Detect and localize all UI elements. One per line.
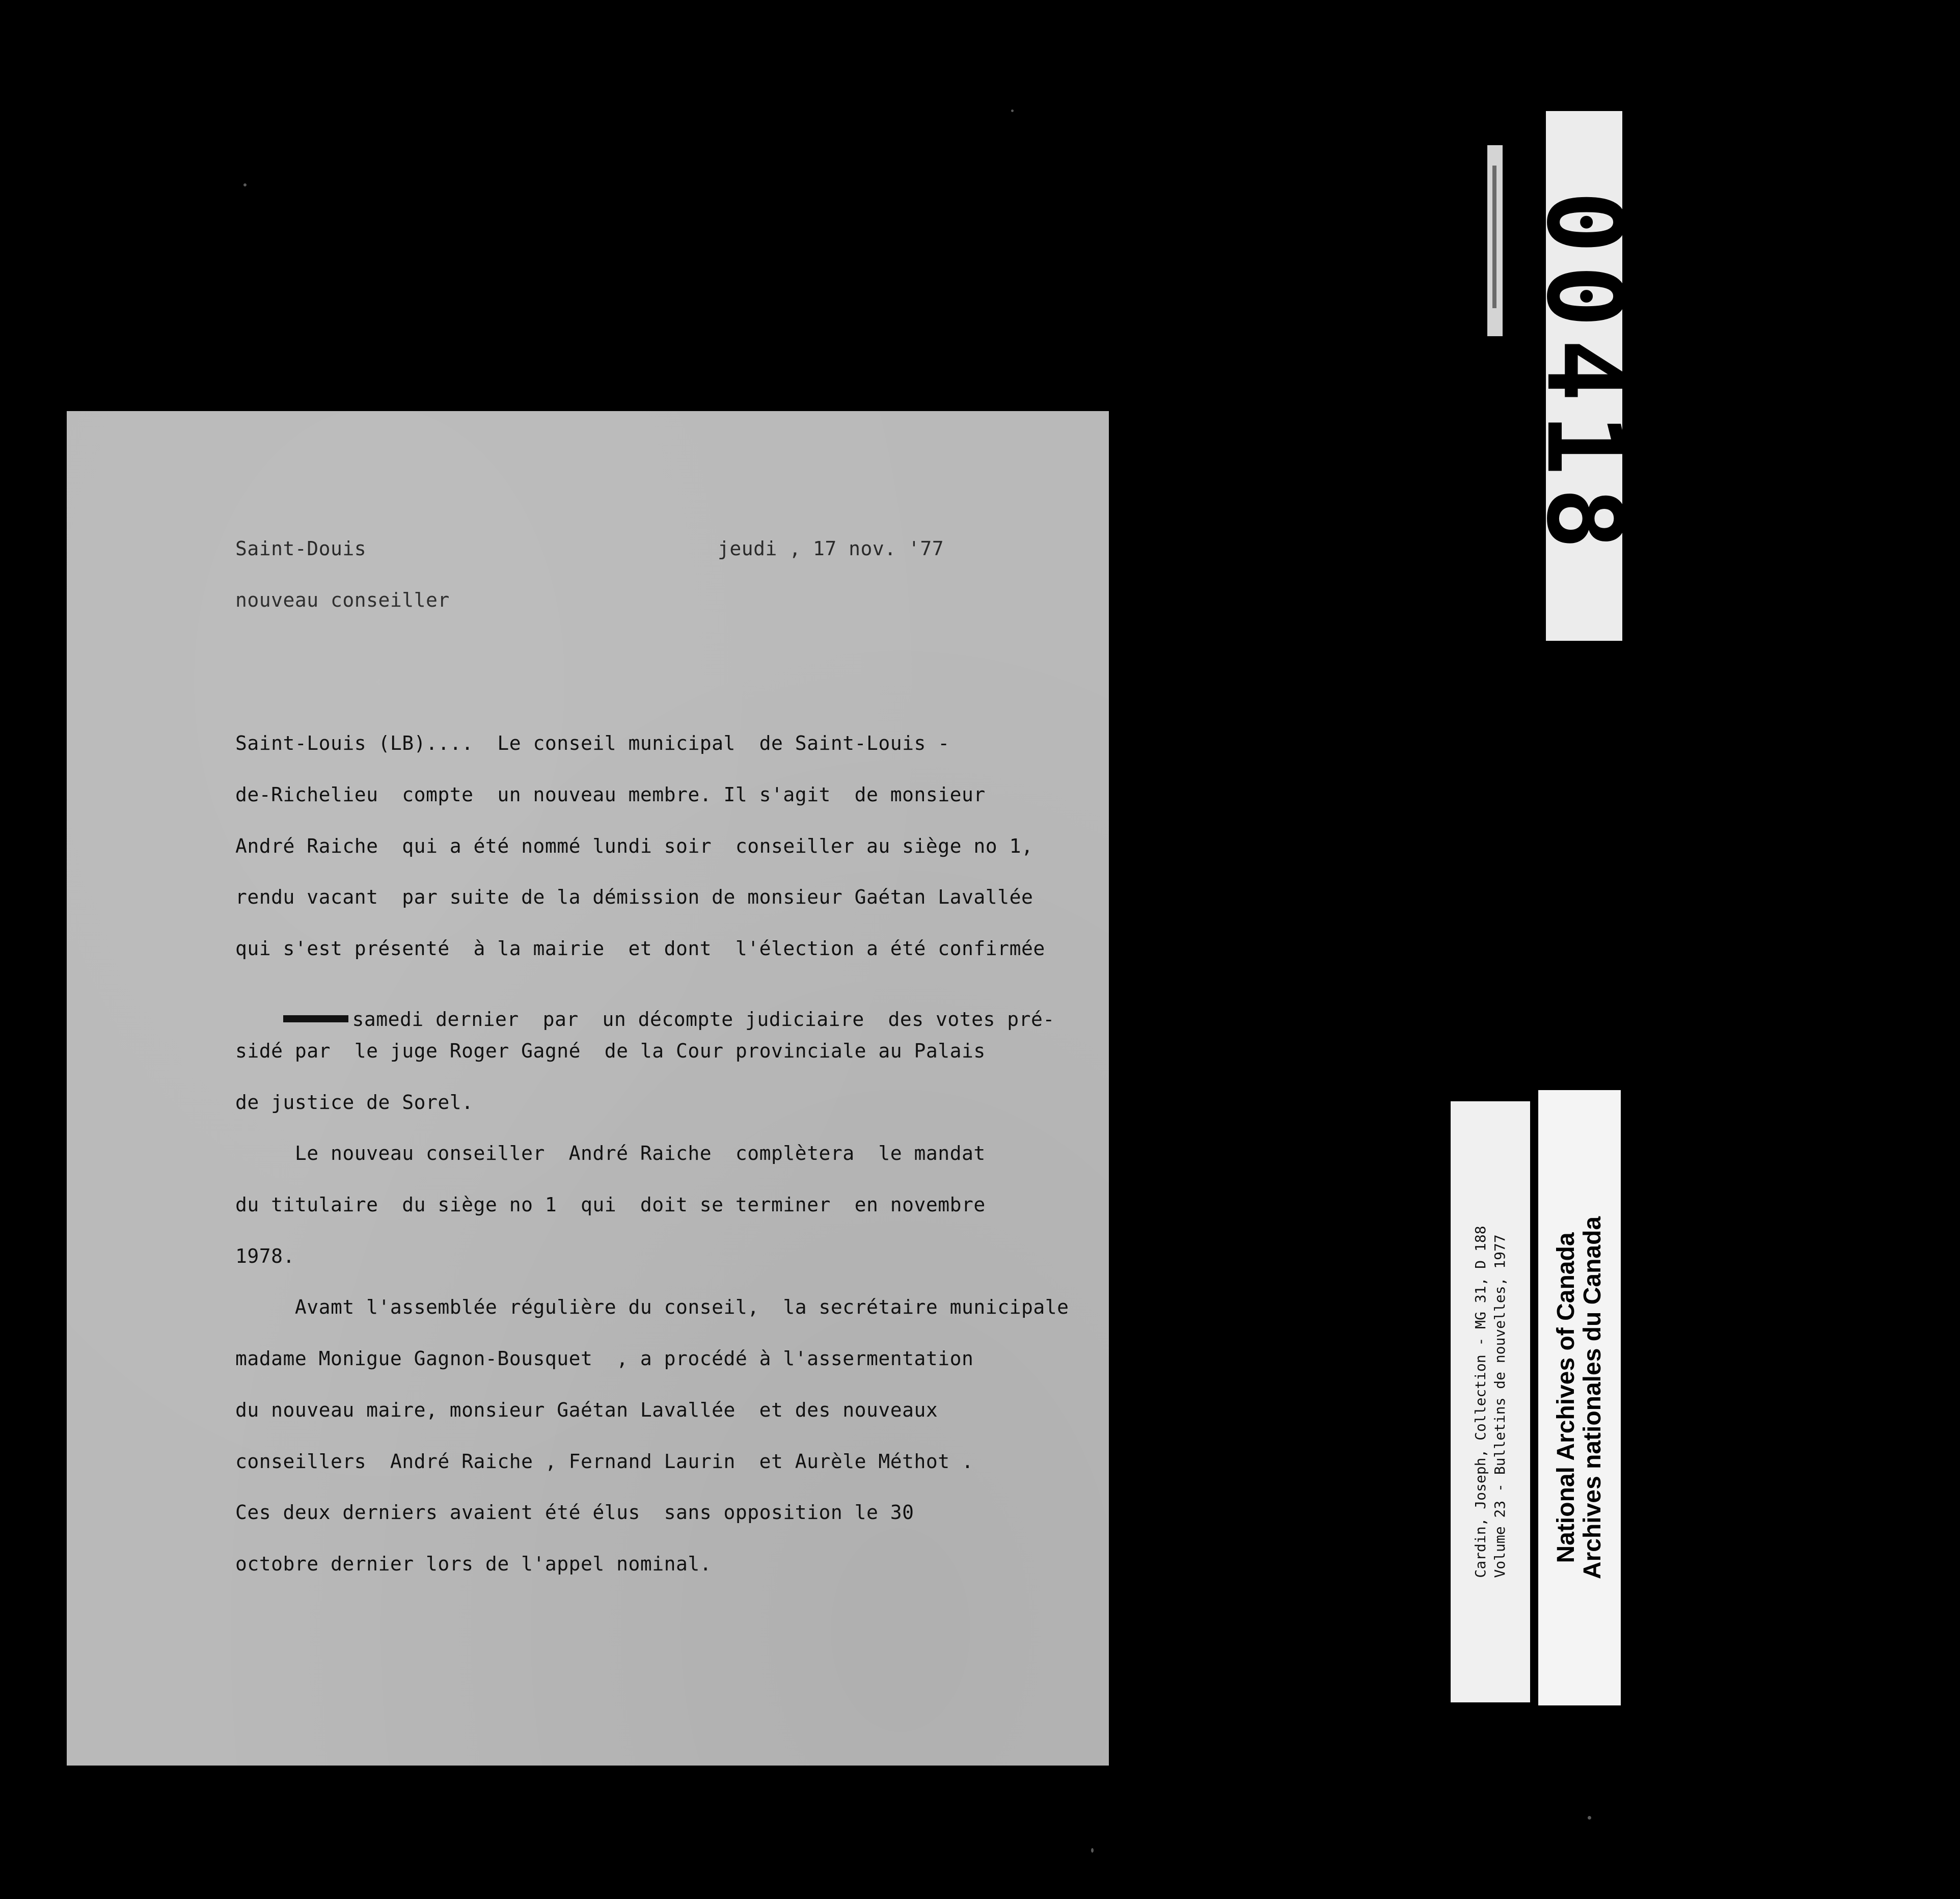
body-line-12: Avamt l'assemblée régulière du conseil, la secrétaire municipale xyxy=(235,1296,1069,1318)
archives-name xyxy=(1553,1216,1606,1579)
header-date: jeudi , 17 nov. '77 xyxy=(718,537,944,560)
body-line-3: André Raiche qui a été nommé lundi soir conseiller au siège no 1, xyxy=(235,835,1033,857)
body-line-7: sidé par le juge Roger Gagné de la Cour provinciale au Palais xyxy=(235,1040,986,1062)
body-line-13: madame Monigue Gagnon-Bousquet , a procédé à l'assermentation xyxy=(235,1347,974,1370)
film-speck xyxy=(1588,1816,1591,1820)
frame-number-strip xyxy=(1523,111,1645,641)
body-line-10: du titulaire du siège no 1 qui doit se terminer en novembre xyxy=(235,1193,986,1216)
archives-label xyxy=(1538,1090,1621,1705)
film-marker-tab xyxy=(1487,145,1503,336)
film-speck xyxy=(1091,1848,1094,1853)
body-line-5: qui s'est présenté à la mairie et dont l'élection a été confirmée xyxy=(235,937,1045,960)
header-place: Saint-Douis xyxy=(235,537,367,560)
archives-line-fr: Archives nationales du Canada xyxy=(1579,1216,1606,1580)
collection-citation-label xyxy=(1451,1101,1530,1702)
body-line-2: de-Richelieu compte un nouveau membre. Il s'agit de monsieur xyxy=(235,783,986,806)
body-line-17: octobre dernier lors de l'appel nominal. xyxy=(235,1553,712,1575)
film-speck xyxy=(243,183,247,186)
body-line-1: Saint-Louis (LB).... Le conseil municipal de Saint-Louis - xyxy=(235,732,950,754)
citation-text xyxy=(1471,1226,1510,1578)
body-line-15: conseillers André Raiche , Fernand Laurin et Aurèle Méthot . xyxy=(235,1450,974,1473)
typed-document-page xyxy=(67,411,1109,1766)
body-line-14: du nouveau maire, monsieur Gaétan Lavallée et des nouveaux xyxy=(235,1399,938,1421)
body-line-6: samedi dernier par un décompte judiciaire des votes pré- xyxy=(352,1008,1055,1030)
body-line-8: de justice de Sorel. xyxy=(235,1091,474,1114)
archives-line-en: National Archives of Canada xyxy=(1553,1232,1580,1563)
frame-number: 00418 xyxy=(1523,191,1645,561)
citation-line-2: Volume 23 - Bulletins de nouvelles, 1977 xyxy=(1491,1234,1508,1578)
body-line-11: 1978. xyxy=(235,1245,295,1267)
body-line-16: Ces deux derniers avaient été élus sans opposition le 30 xyxy=(235,1501,914,1524)
body-line-9: Le nouveau conseiller André Raiche complètera le mandat xyxy=(235,1142,986,1164)
header-subject: nouveau conseiller xyxy=(235,589,450,611)
struck-out-word xyxy=(283,1015,348,1022)
film-speck xyxy=(1011,110,1014,112)
body-line-4: rendu vacant par suite de la démission de monsieur Gaétan Lavallée xyxy=(235,886,1033,908)
citation-line-1: Cardin, Joseph, Collection - MG 31, D 188 xyxy=(1472,1226,1489,1578)
